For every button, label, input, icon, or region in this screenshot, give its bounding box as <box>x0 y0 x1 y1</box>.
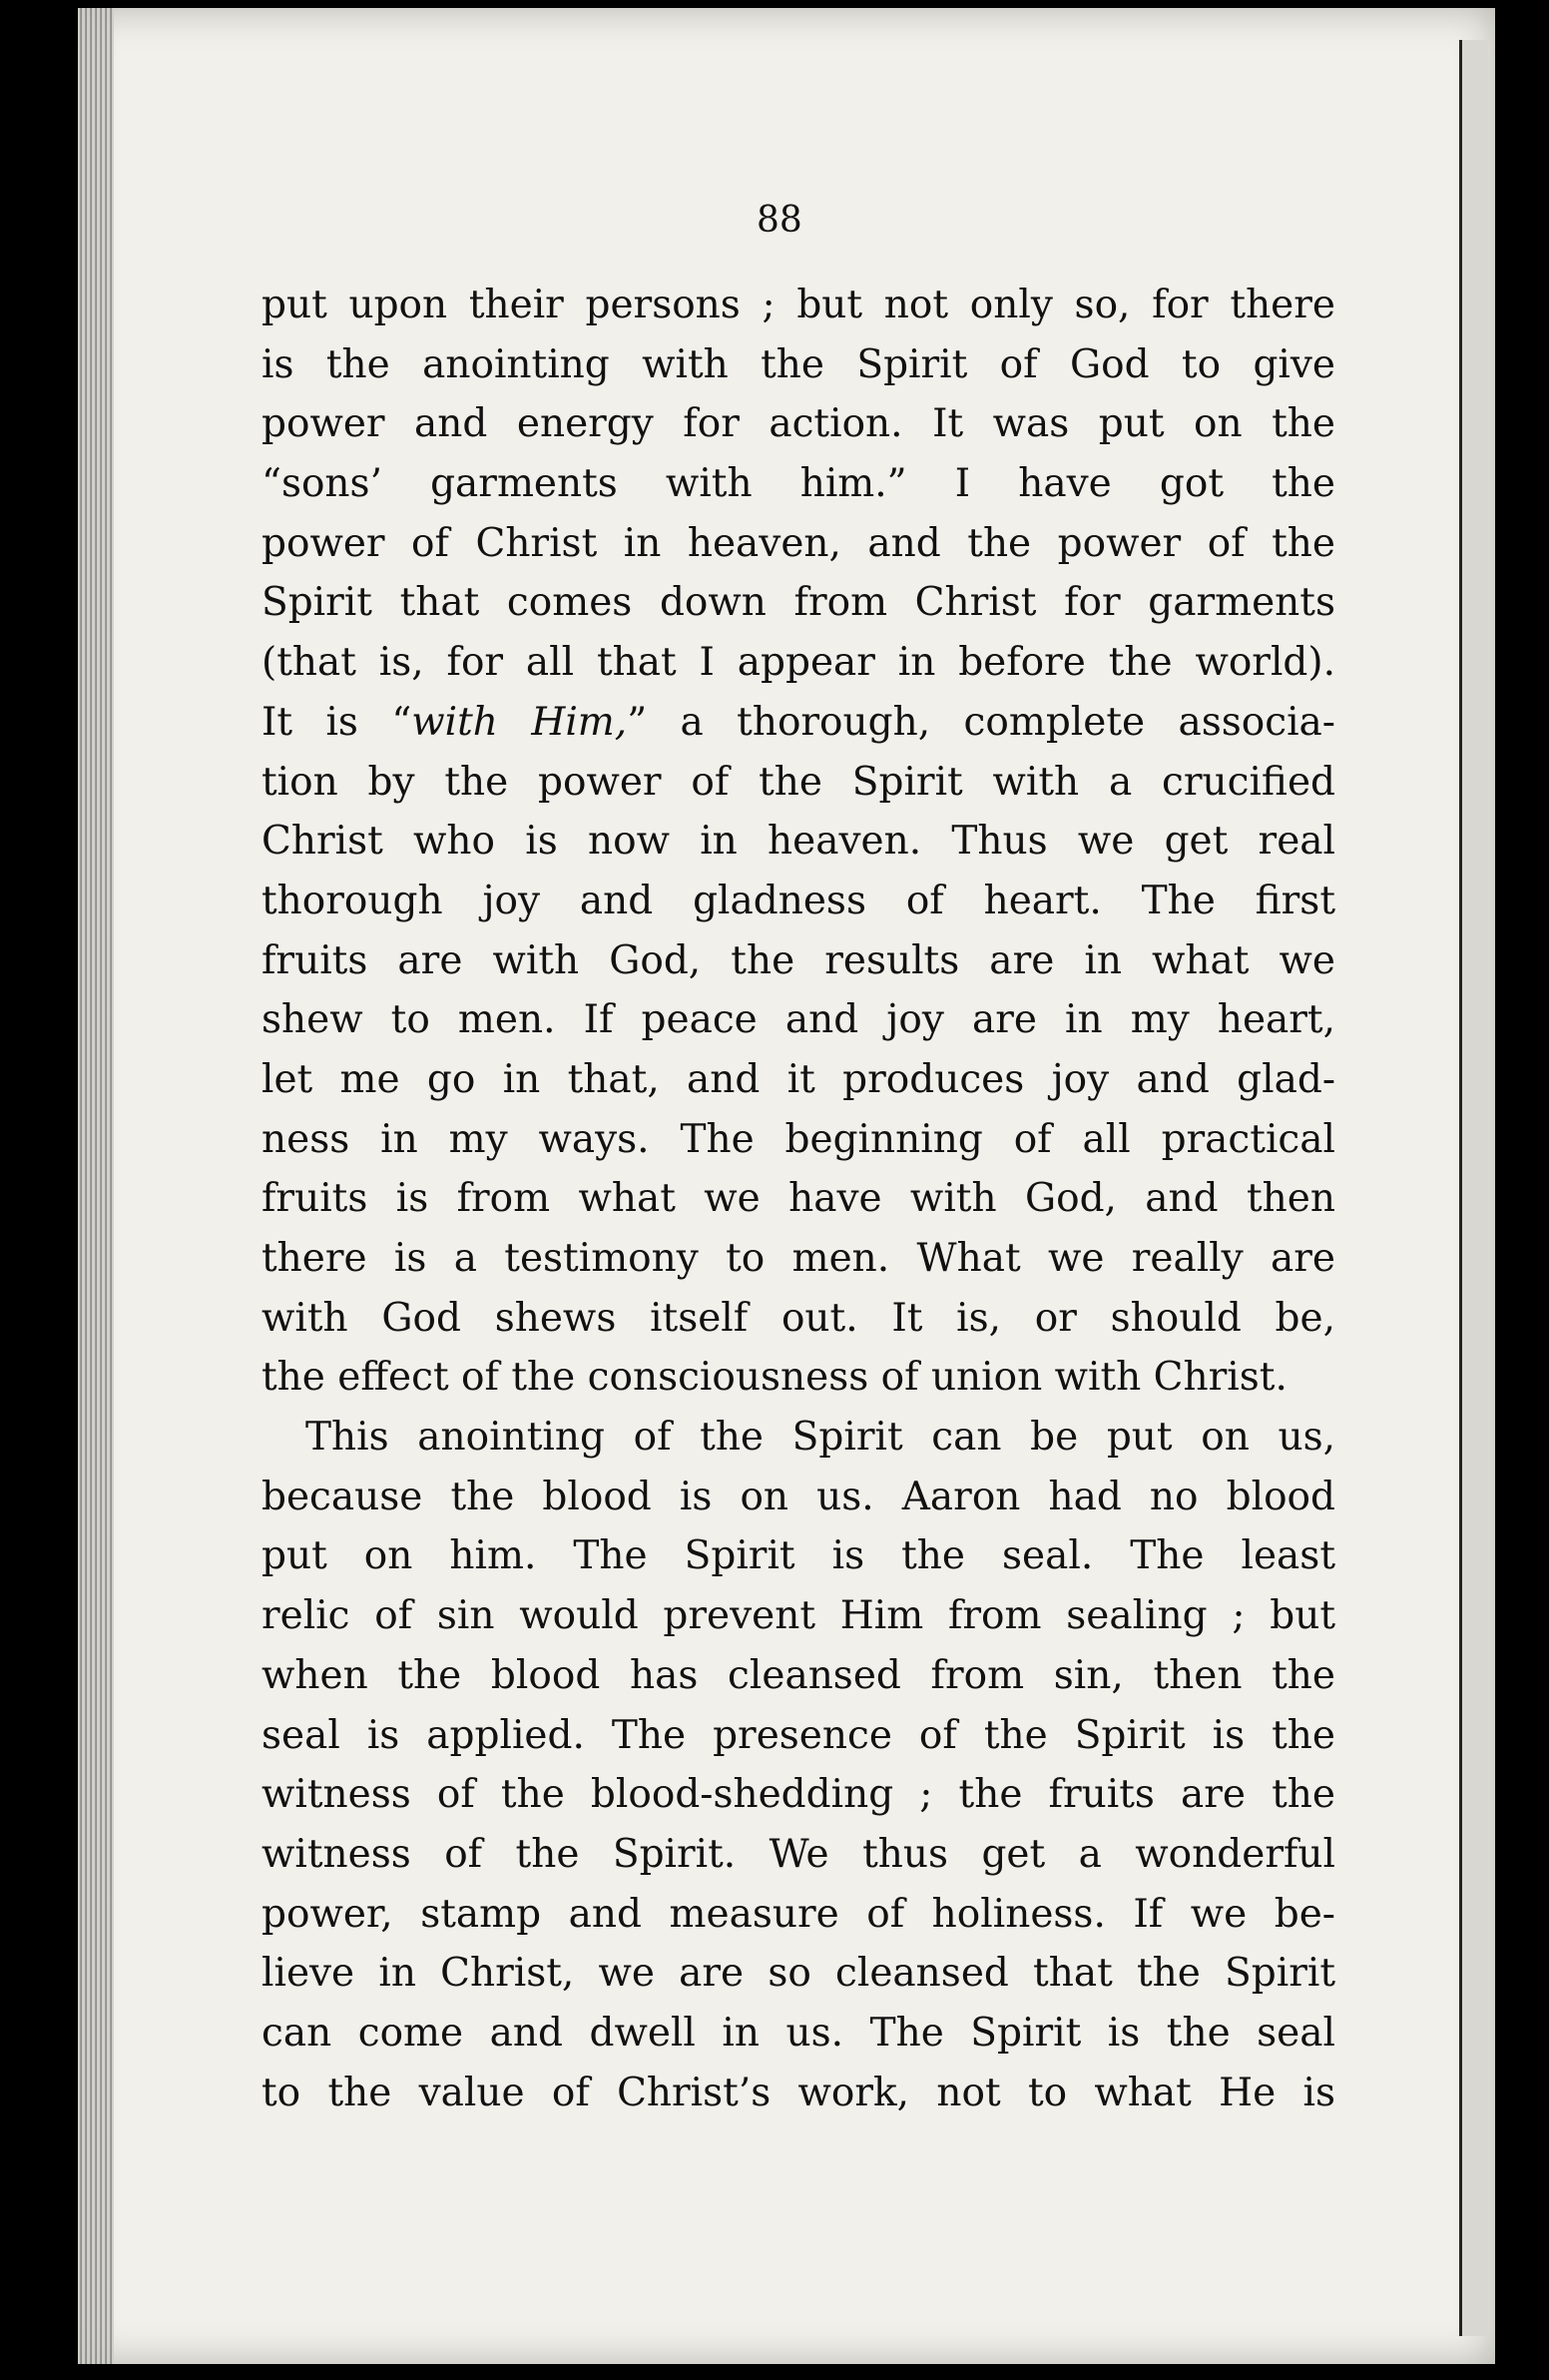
text-line: to the value of Christ’s work, not to what He is <box>261 2070 1335 2115</box>
text-line: seal is applied. The presence of the Spirit is the <box>261 1712 1335 1758</box>
text-line: This anointing of the Spirit can be put on us, <box>305 1415 1335 1461</box>
text-line: power, stamp and measure of holiness. If we be- <box>261 1891 1335 1937</box>
text-line: relic of sin would prevent Him from sealing ; but <box>261 1593 1335 1639</box>
binding-edge <box>1459 40 1488 2336</box>
text-line: “sons’ garments with him.” I have got the <box>261 461 1335 507</box>
text-line: power of Christ in heaven, and the power of the <box>261 520 1335 566</box>
text-line: there is a testimony to men. What we really are <box>261 1236 1335 1281</box>
text-line: witness of the blood-shedding ; the fruits are the <box>261 1772 1335 1818</box>
text-line: It is “with Him,” a thorough, complete associa- <box>261 699 1335 745</box>
text-line: thorough joy and gladness of heart. The first <box>261 878 1335 923</box>
text-line: the effect of the consciousness of union with Christ. <box>261 1355 1288 1401</box>
text-line: put on him. The Spirit is the seal. The least <box>261 1533 1335 1579</box>
text-line: Spirit that comes down from Christ for garments <box>261 580 1335 626</box>
text-line: fruits are with God, the results are in what we <box>261 937 1335 983</box>
text-line: let me go in that, and it produces joy and glad- <box>261 1056 1335 1102</box>
text-line: with God shews itself out. It is, or should be, <box>261 1295 1335 1341</box>
text-line: can come and dwell in us. The Spirit is the seal <box>261 2010 1335 2056</box>
text-line: is the anointing with the Spirit of God to give <box>261 341 1335 387</box>
body-text <box>261 276 1335 2122</box>
page-stack-edge <box>78 8 114 2364</box>
page-number: 88 <box>757 200 802 241</box>
text-line: put upon their persons ; but not only so, for there <box>261 283 1335 327</box>
text-line: witness of the Spirit. We thus get a wonderful <box>261 1831 1335 1877</box>
text-line: when the blood has cleansed from sin, then the <box>261 1652 1335 1698</box>
text-line: power and energy for action. It was put on the <box>261 401 1335 447</box>
text-line: fruits is from what we have with God, and then <box>261 1176 1335 1222</box>
italic-phrase: with Him, <box>411 699 628 745</box>
text-line: tion by the power of the Spirit with a crucified <box>261 759 1335 805</box>
text-line: because the blood is on us. Aaron had no blood <box>261 1474 1335 1519</box>
text-line: shew to men. If peace and joy are in my heart, <box>261 997 1335 1043</box>
text-line: Christ who is now in heaven. Thus we get real <box>261 819 1335 865</box>
text-line: lieve in Christ, we are so cleansed that the Spirit <box>261 1951 1335 1997</box>
text-line: (that is, for all that I appear in before the world). <box>261 640 1335 686</box>
text-line: ness in my ways. The beginning of all practical <box>261 1116 1335 1162</box>
